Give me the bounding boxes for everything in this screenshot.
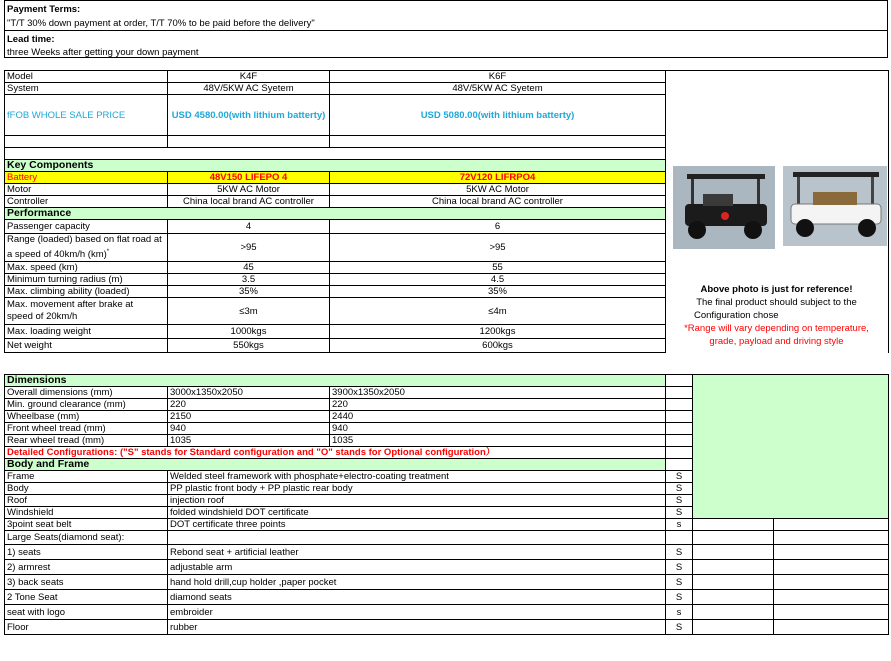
- bf-label: Windshield: [5, 507, 168, 519]
- bf-label: seat with logo: [5, 605, 168, 620]
- model-k6f: K6F: [330, 71, 666, 83]
- photo-note-line4: *Range will vary depending on temperature,: [684, 323, 869, 334]
- bf-label: 3) back seats: [5, 575, 168, 590]
- motor-k6f: 5KW AC Motor: [330, 184, 666, 196]
- perf-k4f: ≤3m: [168, 298, 330, 325]
- motor-label: Motor: [5, 184, 168, 196]
- bf-flag: [666, 531, 693, 545]
- perf-label-range: Range (loaded) based on flat road at a speed of 40km/h (km)*: [5, 234, 168, 262]
- dim-k4f: 220: [168, 399, 330, 411]
- bf-flag: s: [666, 605, 693, 620]
- spec-table-lower: [4, 374, 889, 635]
- dim-label: Rear wheel tread (mm): [5, 435, 168, 447]
- perf-k6f: 600kgs: [330, 339, 666, 353]
- payment-terms-block: [4, 0, 888, 58]
- bf-value: injection roof: [168, 495, 666, 507]
- bf-value: rubber: [168, 620, 666, 635]
- perf-k4f: 4: [168, 220, 330, 234]
- dim-label: Min. ground clearance (mm): [5, 399, 168, 411]
- bf-label: Body: [5, 483, 168, 495]
- perf-label: Max. speed (km): [5, 262, 168, 274]
- battery-label: Battery: [5, 172, 168, 184]
- photo-note-line5: grade, payload and driving style: [709, 336, 844, 347]
- bf-label: 2) armrest: [5, 560, 168, 575]
- controller-k6f: China local brand AC controller: [330, 196, 666, 208]
- perf-k4f: >95: [168, 234, 330, 262]
- perf-label: Minimum turning radius (m): [5, 274, 168, 286]
- dim-k6f: 1035: [330, 435, 666, 447]
- bf-flag: s: [666, 519, 693, 531]
- photo-note-line3: Configuration chose: [694, 310, 779, 321]
- bf-value: hand hold drill,cup holder ,paper pocket: [168, 575, 666, 590]
- perf-k4f: 1000kgs: [168, 325, 330, 339]
- bf-value: adjustable arm: [168, 560, 666, 575]
- perf-k6f: 1200kgs: [330, 325, 666, 339]
- bf-flag: S: [666, 507, 693, 519]
- price-k6f: USD 5080.00(with lithium batterty): [330, 95, 666, 136]
- bf-value: PP plastic front body + PP plastic rear body: [168, 483, 666, 495]
- bf-flag: S: [666, 495, 693, 507]
- perf-k6f: 55: [330, 262, 666, 274]
- dim-k6f: 2440: [330, 411, 666, 423]
- dimensions-title: Dimensions: [5, 375, 666, 387]
- product-photo-k4f: [673, 166, 775, 249]
- bf-flag: S: [666, 560, 693, 575]
- perf-k6f: 6: [330, 220, 666, 234]
- bf-value: DOT certificate three points: [168, 519, 666, 531]
- perf-k4f: 3.5: [168, 274, 330, 286]
- dim-k4f: 1035: [168, 435, 330, 447]
- dim-k4f: 2150: [168, 411, 330, 423]
- bf-label: 1) seats: [5, 545, 168, 560]
- perf-label: Net weight: [5, 339, 168, 353]
- bf-label: Roof: [5, 495, 168, 507]
- dim-k6f: 940: [330, 423, 666, 435]
- perf-label: Passenger capacity: [5, 220, 168, 234]
- controller-k4f: China local brand AC controller: [168, 196, 330, 208]
- bf-value: Welded steel framework with phosphate+electro-coating treatment: [168, 471, 666, 483]
- dim-k4f: 3000x1350x2050: [168, 387, 330, 399]
- bf-flag: S: [666, 471, 693, 483]
- system-label: System: [5, 83, 168, 95]
- bf-value: diamond seats: [168, 590, 666, 605]
- payment-terms-label: Payment Terms:: [7, 4, 81, 15]
- dim-k4f: 940: [168, 423, 330, 435]
- bf-flag: S: [666, 590, 693, 605]
- performance-title: Performance: [5, 208, 666, 220]
- bf-flag: S: [666, 575, 693, 590]
- perf-label: Max. loading weight: [5, 325, 168, 339]
- photo-note: [664, 283, 889, 348]
- dim-k6f: 3900x1350x2050: [330, 387, 666, 399]
- perf-k4f: 550kgs: [168, 339, 330, 353]
- photo-note-heading: Above photo is just for reference!: [700, 284, 853, 295]
- payment-terms-text: "T/T 30% down payment at order, T/T 70% to be paid before the delivery": [7, 18, 315, 29]
- model-label: Model: [5, 71, 168, 83]
- perf-k6f: 35%: [330, 286, 666, 298]
- bf-flag: S: [666, 483, 693, 495]
- perf-k4f: 35%: [168, 286, 330, 298]
- model-k4f: K4F: [168, 71, 330, 83]
- dim-label: Wheelbase (mm): [5, 411, 168, 423]
- perf-k6f: ≤4m: [330, 298, 666, 325]
- dim-label: Overall dimensions (mm): [5, 387, 168, 399]
- bf-label: 3point seat belt: [5, 519, 168, 531]
- motor-k4f: 5KW AC Motor: [168, 184, 330, 196]
- lead-time-text: three Weeks after getting your down payment: [7, 47, 199, 58]
- battery-k4f: 48V150 LIFEPO 4: [168, 172, 330, 184]
- dim-label: Front wheel tread (mm): [5, 423, 168, 435]
- photo-note-line2: The final product should subject to the: [696, 297, 857, 308]
- bf-value: folded windshield DOT certificate: [168, 507, 666, 519]
- controller-label: Controller: [5, 196, 168, 208]
- bf-value: Rebond seat + artificial leather: [168, 545, 666, 560]
- golf-cart-white-icon: [783, 166, 887, 246]
- detailed-config-note: Detailed Configurations: ("S" stands for Standard configuration and "O" stands for Optional configuration）: [5, 447, 666, 459]
- product-photo-k6f: [783, 166, 887, 246]
- price-label: fFOB WHOLE SALE PRICE: [5, 95, 168, 136]
- perf-label: Max. climbing ability (loaded): [5, 286, 168, 298]
- system-k6f: 48V/5KW AC Syetem: [330, 83, 666, 95]
- perf-label-brake: Max. movement after brake at speed of 20km/h: [5, 298, 168, 325]
- bf-label: Floor: [5, 620, 168, 635]
- dim-k6f: 220: [330, 399, 666, 411]
- bf-flag: S: [666, 620, 693, 635]
- bf-label: Frame: [5, 471, 168, 483]
- bf-value: embroider: [168, 605, 666, 620]
- perf-k4f: 45: [168, 262, 330, 274]
- body-frame-title: Body and Frame: [5, 459, 666, 471]
- price-k4f: USD 4580.00(with lithium batterty): [168, 95, 330, 136]
- battery-k6f: 72V120 LIFRPO4: [330, 172, 666, 184]
- system-k4f: 48V/5KW AC Syetem: [168, 83, 330, 95]
- bf-label: 2 Tone Seat: [5, 590, 168, 605]
- bf-label: Large Seats(diamond seat):: [5, 531, 168, 545]
- bf-value: [168, 531, 666, 545]
- key-components-title: Key Components: [5, 160, 666, 172]
- lead-time-label: Lead time:: [7, 34, 55, 45]
- perf-k6f: >95: [330, 234, 666, 262]
- perf-k6f: 4.5: [330, 274, 666, 286]
- golf-cart-black-icon: [673, 166, 775, 249]
- bf-flag: S: [666, 545, 693, 560]
